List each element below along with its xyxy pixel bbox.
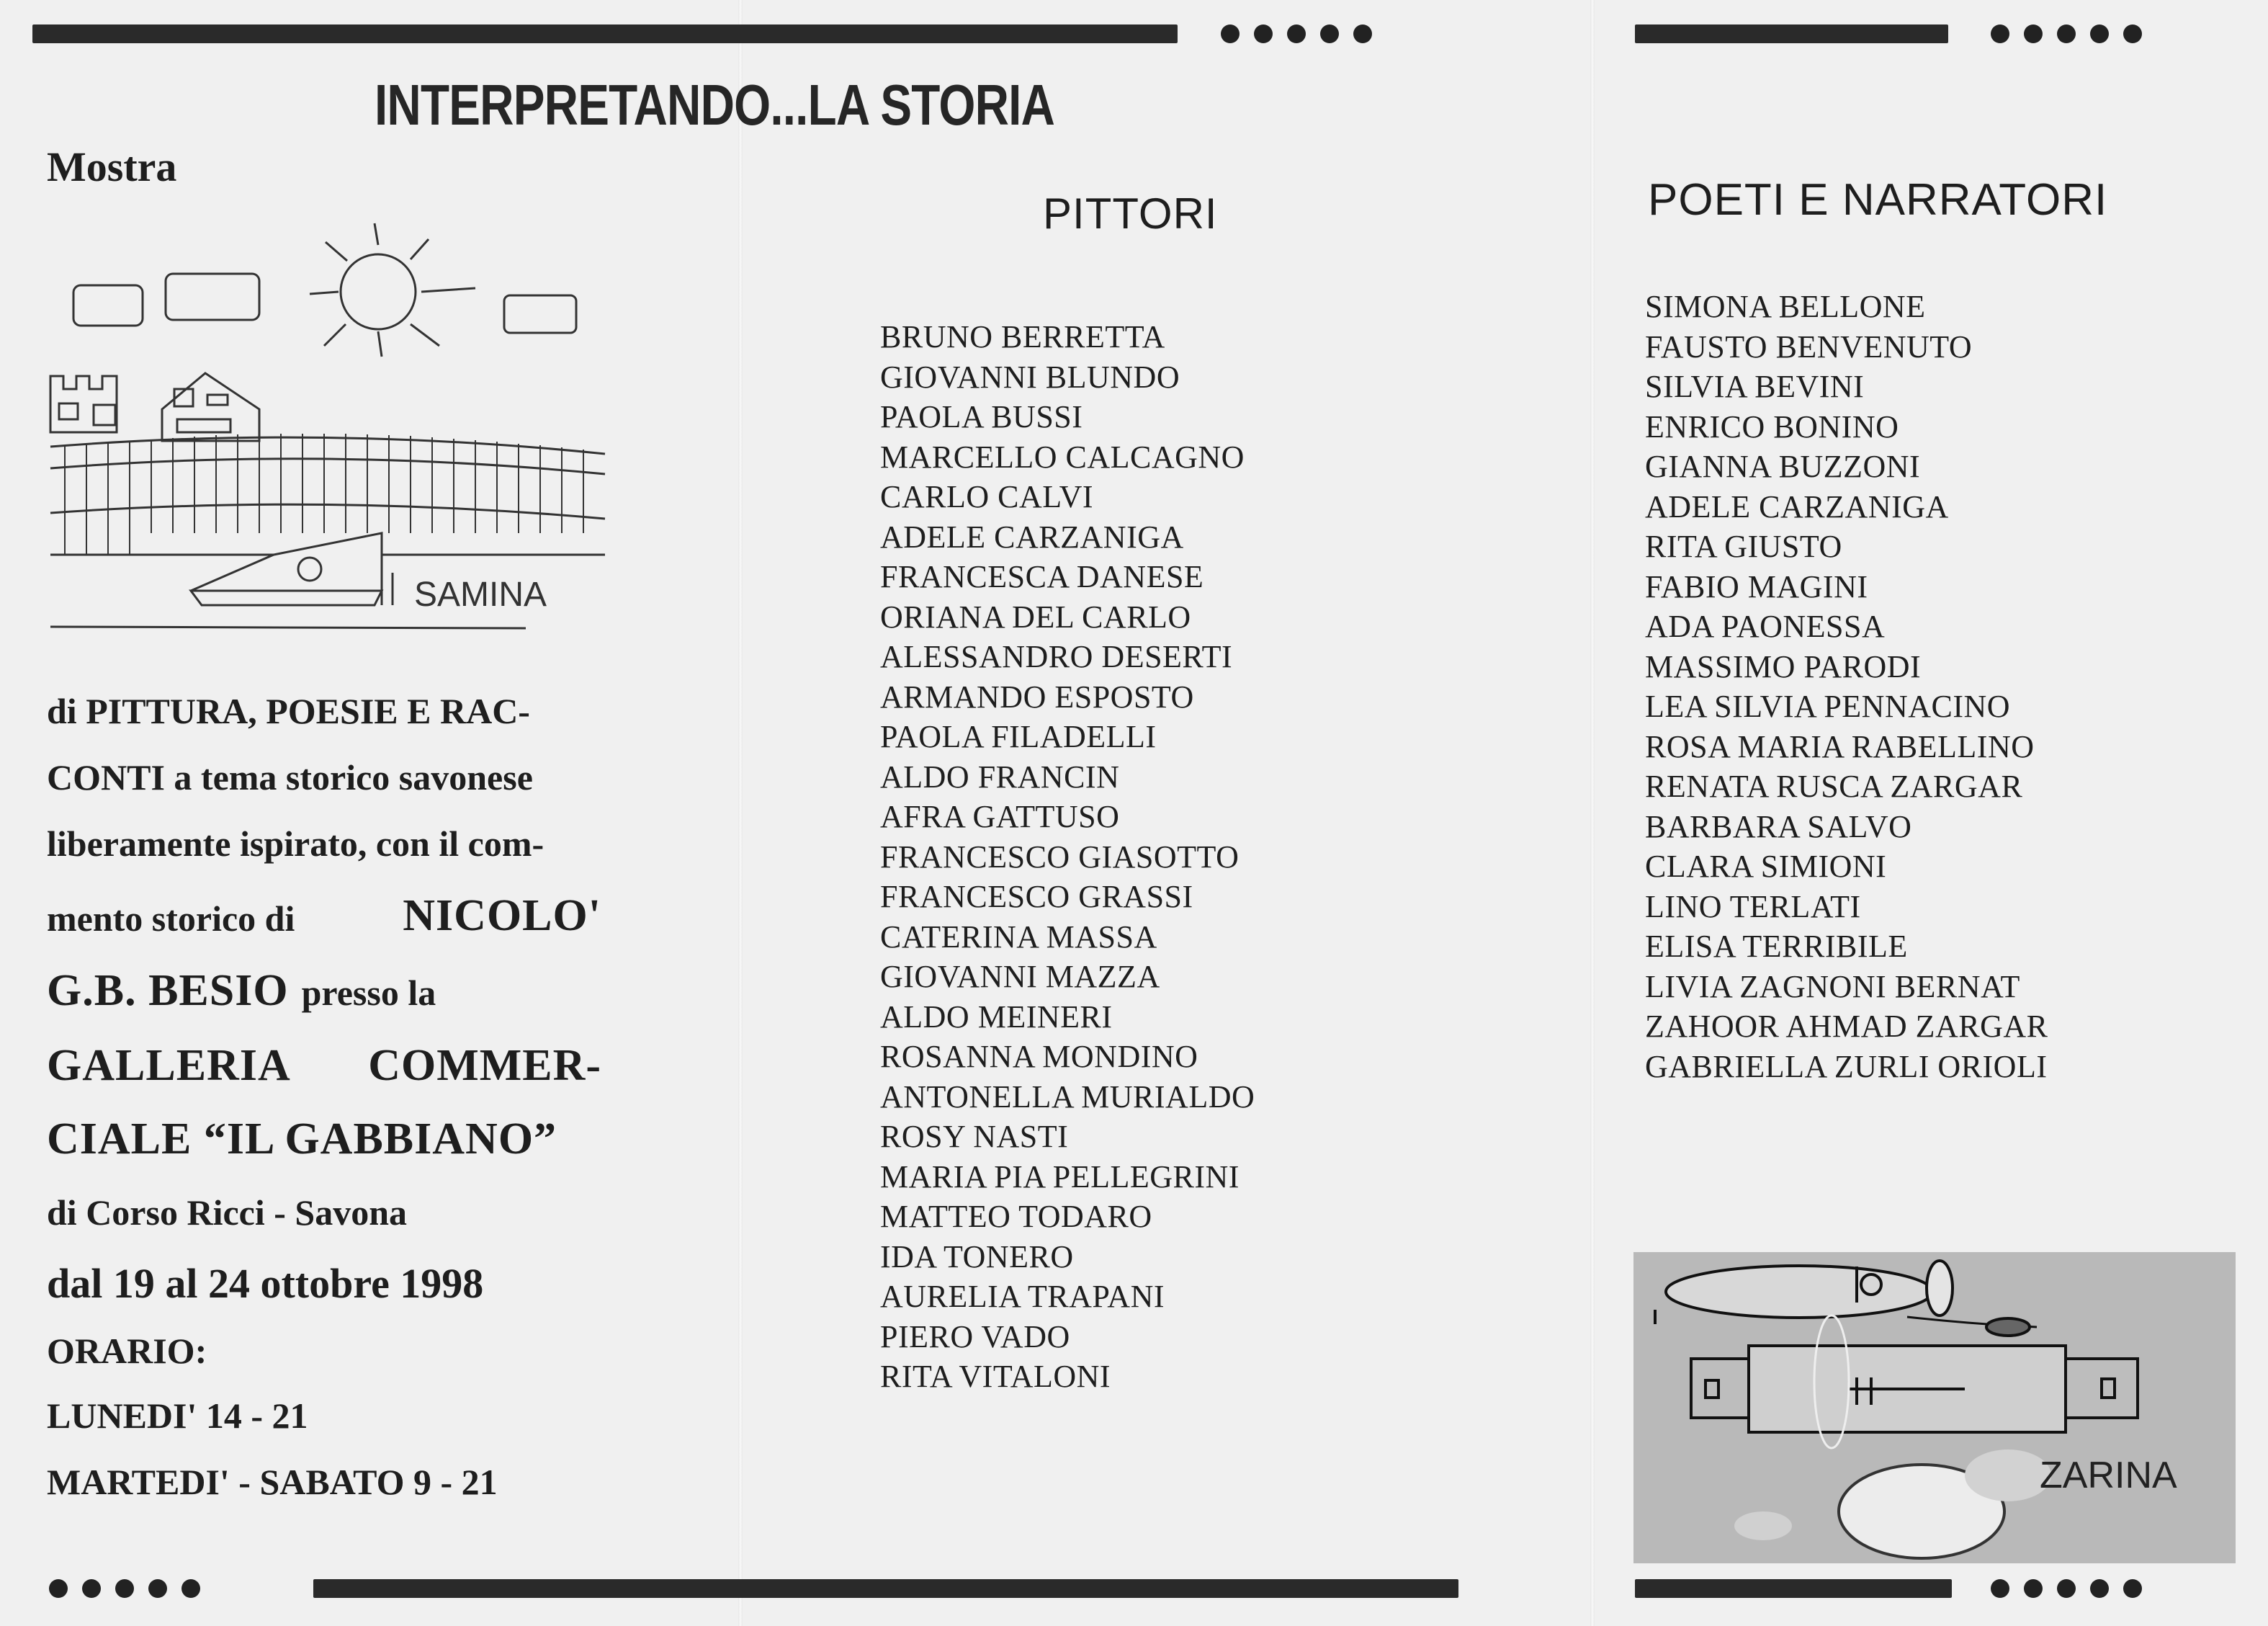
list-item: CARLO CALVI bbox=[880, 479, 1094, 514]
poets-list bbox=[1645, 287, 2048, 1086]
list-item: GABRIELLA ZURLI ORIOLI bbox=[1645, 1048, 2048, 1084]
list-item: ORIANA DEL CARLO bbox=[880, 599, 1191, 635]
list-item: SIMONA BELLONE bbox=[1645, 289, 1926, 324]
description-line-1: di PITTURA, POESIE E RAC- bbox=[47, 691, 530, 731]
top-dots-right bbox=[1991, 24, 2142, 43]
list-item: FRANCESCO GRASSI bbox=[880, 879, 1193, 914]
list-item: PIERO VADO bbox=[880, 1318, 1070, 1354]
zarina-artwork bbox=[1633, 1252, 2236, 1563]
list-item: LINO TERLATI bbox=[1645, 888, 1861, 924]
list-item: CLARA SIMIONI bbox=[1645, 849, 1887, 884]
list-item: LIVIA ZAGNONI BERNAT bbox=[1645, 968, 2020, 1004]
list-item: GIOVANNI MAZZA bbox=[880, 959, 1160, 994]
fold-line-left bbox=[738, 0, 743, 1626]
dates-line: dal 19 al 24 ottobre 1998 bbox=[47, 1260, 484, 1307]
galleria-word: GALLERIA bbox=[47, 1041, 291, 1090]
list-item: PAOLA FILADELLI bbox=[880, 719, 1157, 754]
list-item: ALESSANDRO DESERTI bbox=[880, 639, 1233, 674]
list-item: IDA TONERO bbox=[880, 1238, 1074, 1274]
list-item: FABIO MAGINI bbox=[1645, 568, 1868, 604]
list-item: ALDO MEINERI bbox=[880, 999, 1113, 1035]
dot bbox=[1991, 24, 2009, 43]
dot bbox=[1353, 24, 1372, 43]
dot bbox=[2090, 24, 2109, 43]
presso-text: presso la bbox=[301, 973, 436, 1013]
list-item: ENRICO BONINO bbox=[1645, 408, 1899, 445]
list-item: MARCELLO CALCAGNO bbox=[880, 439, 1245, 475]
list-item: FRANCESCA DANESE bbox=[880, 559, 1204, 594]
commento-text: mento storico di bbox=[47, 898, 295, 939]
dot bbox=[2024, 24, 2043, 43]
hours-tue-sat: MARTEDI' - SABATO 9 - 21 bbox=[47, 1462, 498, 1502]
dot bbox=[2090, 1579, 2109, 1598]
list-item: MATTEO TODARO bbox=[880, 1199, 1152, 1234]
list-item: RITA GIUSTO bbox=[1645, 529, 1842, 564]
list-item: GIOVANNI BLUNDO bbox=[880, 359, 1180, 395]
dot bbox=[2057, 1579, 2076, 1598]
painters-heading: PITTORI bbox=[1043, 189, 1218, 238]
list-item: BRUNO BERRETTA bbox=[880, 319, 1165, 354]
list-item: FAUSTO BENVENUTO bbox=[1645, 329, 1973, 365]
dot bbox=[1287, 24, 1306, 43]
list-item: RITA VITALONI bbox=[880, 1359, 1111, 1394]
bottom-bar-right bbox=[1635, 1579, 1952, 1598]
list-item: ADELE CARZANIGA bbox=[880, 519, 1184, 555]
list-item: ELISA TERRIBILE bbox=[1645, 929, 1908, 964]
fold-line-right bbox=[1590, 0, 1595, 1626]
left-panel bbox=[0, 0, 727, 1626]
list-item: BARBARA SALVO bbox=[1645, 808, 1912, 844]
bottom-dots-right bbox=[1991, 1579, 2142, 1598]
list-item: ROSANNA MONDINO bbox=[880, 1039, 1198, 1074]
description-line-4 bbox=[47, 890, 601, 942]
description-line-3: liberamente ispirato, con il com- bbox=[47, 823, 544, 864]
exhibition-title: INTERPRETANDO...LA STORIA bbox=[375, 73, 1055, 137]
list-item: ADELE CARZANIGA bbox=[1645, 488, 1949, 524]
list-item: LEA SILVIA PENNACINO bbox=[1645, 689, 2011, 724]
list-item: ARMANDO ESPOSTO bbox=[880, 679, 1194, 715]
nicolo-name: NICOLO' bbox=[403, 891, 601, 940]
dot bbox=[2057, 24, 2076, 43]
top-dots-middle bbox=[1221, 24, 1372, 43]
dot bbox=[1991, 1579, 2009, 1598]
list-item: PAOLA BUSSI bbox=[880, 399, 1083, 434]
dot bbox=[1320, 24, 1339, 43]
list-item: ANTONELLA MURIALDO bbox=[880, 1078, 1255, 1114]
samina-signature-text: SAMINA bbox=[414, 576, 547, 614]
list-item: AURELIA TRAPANI bbox=[880, 1279, 1165, 1314]
dot bbox=[2123, 24, 2142, 43]
list-item: ZAHOOR AHMAD ZARGAR bbox=[1645, 1009, 2048, 1044]
list-item: MASSIMO PARODI bbox=[1645, 648, 1922, 684]
dot bbox=[1221, 24, 1240, 43]
top-bar-right bbox=[1635, 24, 1948, 43]
list-item: GIANNA BUZZONI bbox=[1645, 449, 1921, 484]
hours-monday: LUNEDI' 14 - 21 bbox=[47, 1395, 308, 1436]
description-line-5 bbox=[47, 965, 436, 1017]
list-item: ROSA MARIA RABELLINO bbox=[1645, 728, 2035, 764]
list-item: MARIA PIA PELLEGRINI bbox=[880, 1158, 1240, 1194]
dot bbox=[1254, 24, 1273, 43]
list-item: ADA PAONESSA bbox=[1645, 609, 1886, 644]
besio-name: G.B. BESIO bbox=[47, 966, 289, 1015]
painters-list bbox=[880, 317, 1255, 1397]
list-item: FRANCESCO GIASOTTO bbox=[880, 839, 1240, 875]
list-item: AFRA GATTUSO bbox=[880, 799, 1120, 834]
mostra-label: Mostra bbox=[47, 143, 177, 190]
zarina-signature: ZARINA bbox=[2040, 1455, 2177, 1496]
list-item: ALDO FRANCIN bbox=[880, 759, 1120, 795]
commer-word: COMMER- bbox=[368, 1041, 601, 1090]
description-line-2: CONTI a tema storico savonese bbox=[47, 757, 533, 798]
list-item: ROSY NASTI bbox=[880, 1119, 1069, 1154]
poets-heading: POETI E NARRATORI bbox=[1648, 175, 2108, 225]
gallery-name: CIALE “IL GABBIANO” bbox=[47, 1114, 557, 1163]
list-item: RENATA RUSCA ZARGAR bbox=[1645, 769, 2023, 804]
address-line: di Corso Ricci - Savona bbox=[47, 1192, 407, 1233]
list-item: CATERINA MASSA bbox=[880, 919, 1157, 955]
dot bbox=[2024, 1579, 2043, 1598]
orario-label: ORARIO: bbox=[47, 1331, 207, 1371]
dot bbox=[2123, 1579, 2142, 1598]
description-line-6 bbox=[47, 1040, 601, 1091]
list-item: SILVIA BEVINI bbox=[1645, 369, 1865, 404]
